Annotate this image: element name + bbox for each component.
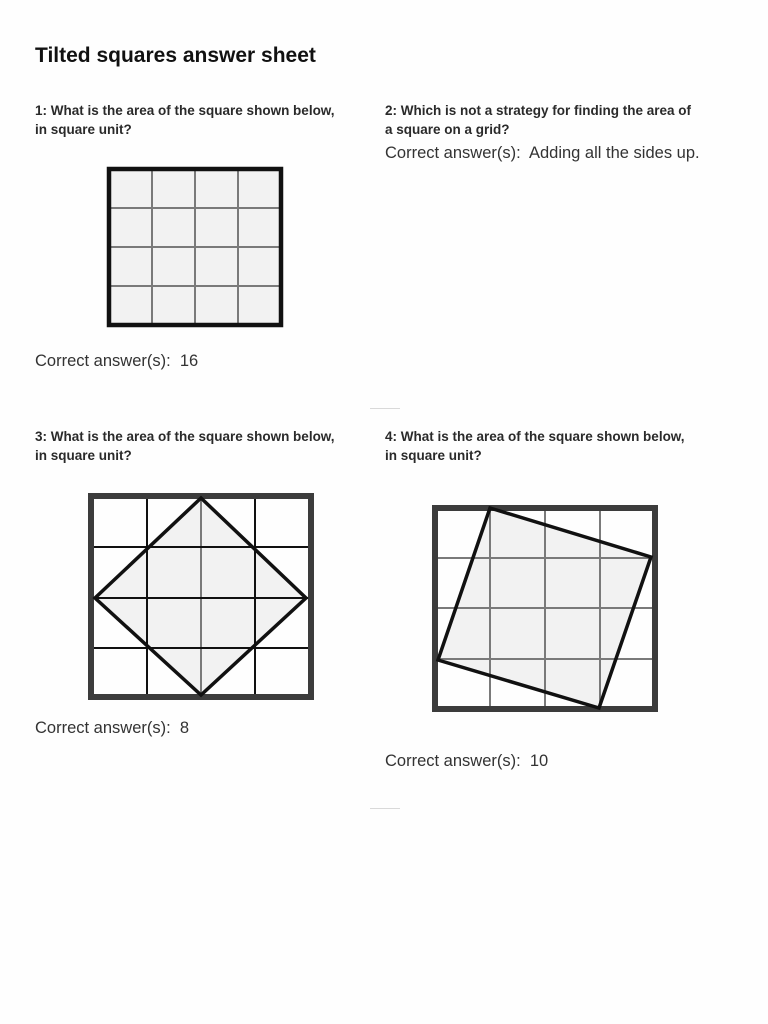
question-4-prompt: 4: What is the area of the square shown below, in square unit?	[385, 429, 685, 463]
section-divider	[370, 408, 400, 409]
question-text: Which is not a strategy for finding the area of a square on a grid?	[385, 103, 692, 137]
question-3-prompt: 3: What is the area of the square shown below, in square unit?	[35, 429, 335, 463]
question-1-prompt: 1: What is the area of the square shown below, in square unit?	[35, 103, 335, 137]
question-2-answer	[385, 142, 715, 164]
square-grid-figure	[106, 166, 284, 328]
answer-value: Adding all the sides up.	[528, 144, 700, 162]
question-number: 2	[385, 103, 393, 118]
question-4-answer	[385, 750, 548, 772]
question-3-answer	[35, 717, 189, 739]
grid-lines	[435, 508, 655, 709]
answer-value: 8	[179, 719, 190, 737]
tilted-square-figure-1	[86, 491, 316, 703]
question-2-prompt: 2: Which is not a strategy for finding the area of a square on a grid?	[385, 103, 692, 137]
question-number: 1	[35, 103, 43, 118]
question-number: 3	[35, 429, 43, 444]
question-text: What is the area of the square shown below, in square unit?	[35, 429, 335, 463]
question-text: What is the area of the square shown below, in square unit?	[385, 429, 685, 463]
answer-value: 10	[529, 752, 549, 770]
question-text: What is the area of the square shown below, in square unit?	[35, 103, 335, 137]
answer-value: 16	[179, 352, 199, 370]
question-number: 4	[385, 429, 393, 444]
question-1-answer	[35, 350, 198, 372]
tilted-square-figure-2	[430, 503, 660, 715]
answer-label: Correct answer(s):	[385, 144, 521, 162]
answer-label: Correct answer(s):	[35, 719, 171, 737]
answer-label: Correct answer(s):	[385, 752, 521, 770]
section-divider	[370, 808, 400, 809]
page-title: Tilted squares answer sheet	[35, 44, 316, 67]
answer-label: Correct answer(s):	[35, 352, 171, 370]
